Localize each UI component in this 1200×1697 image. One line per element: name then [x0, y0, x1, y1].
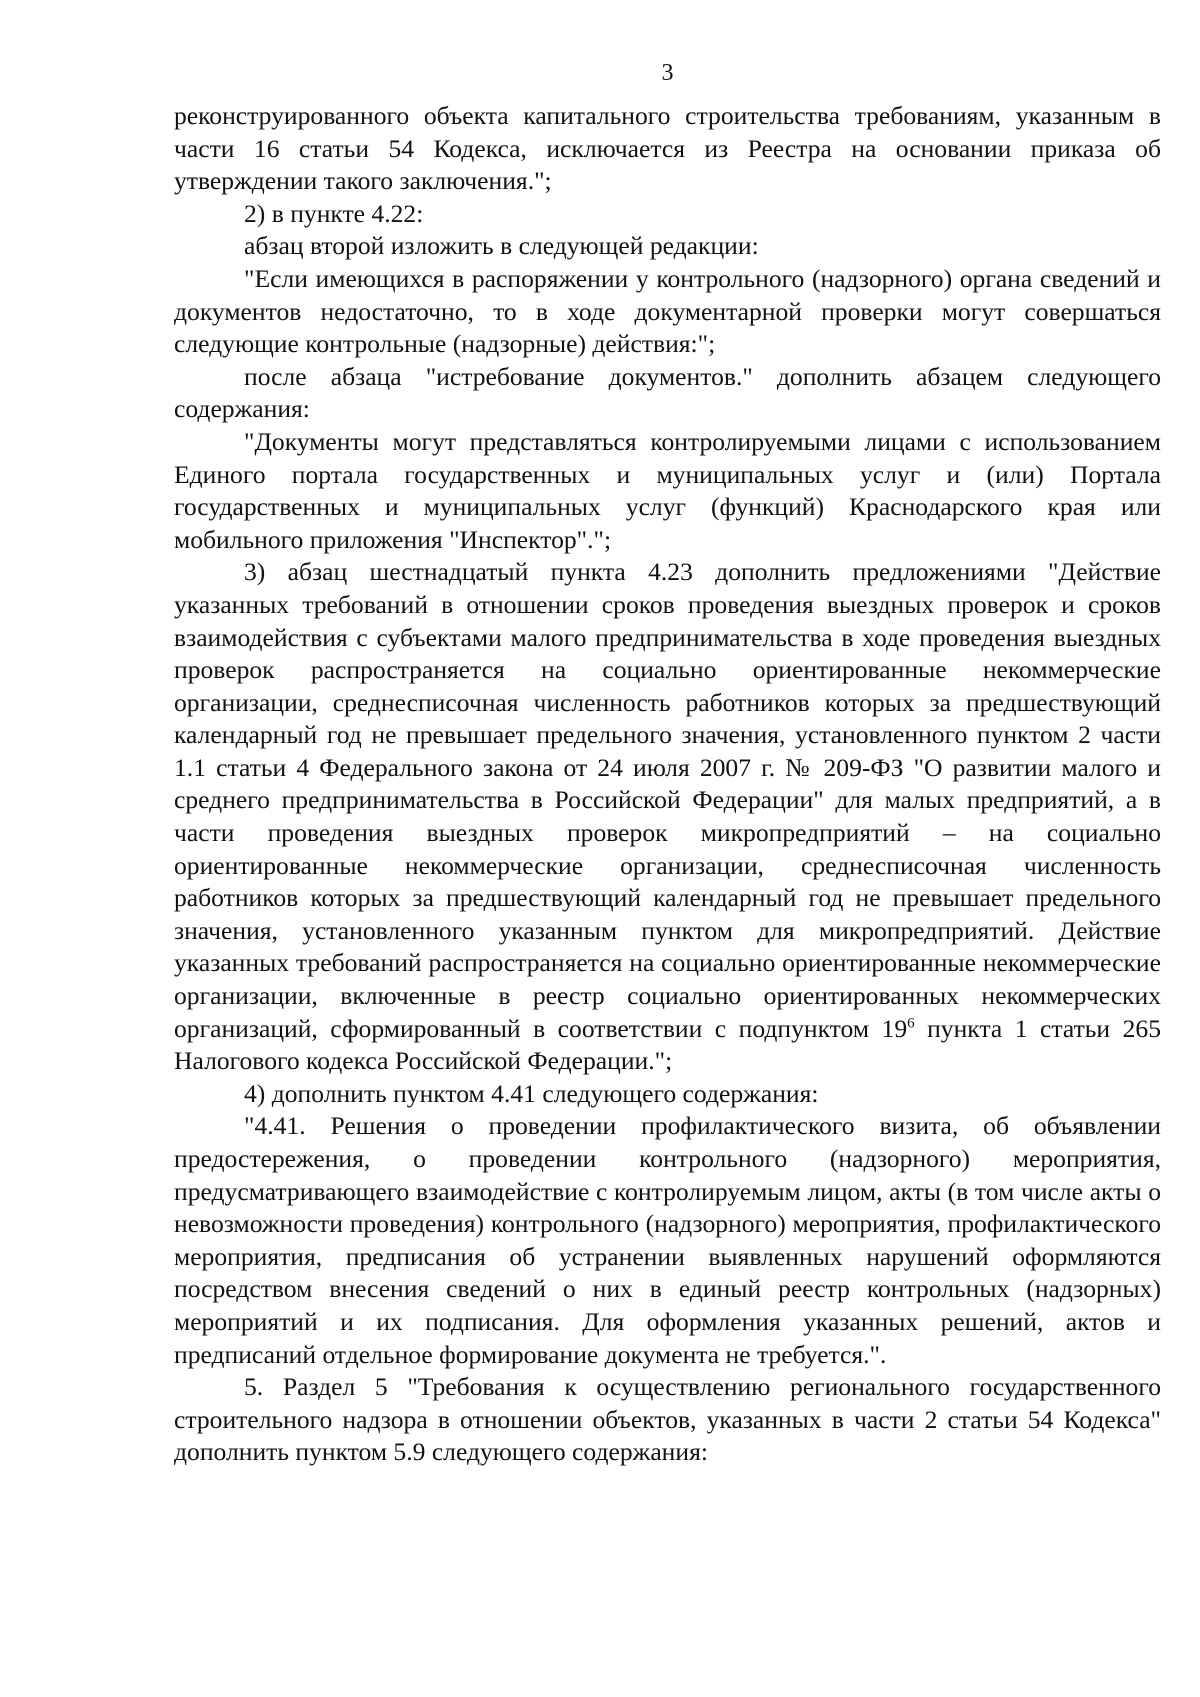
paragraph: 4) дополнить пунктом 4.41 следующего содержания:	[244, 1078, 819, 1108]
paragraph: 2) в пункте 4.22:	[244, 198, 424, 228]
paragraph: 5. Раздел 5 "Требования к осуществлению регионального государственного строительного надзора в отношении объектов, указанных в части 2 статьи 54 Кодекса" дополнить пунктом 5.9 следующего содержания:	[174, 1372, 1161, 1467]
paragraph-with-superscript	[174, 556, 1161, 1078]
paragraph: после абзаца "истребование документов." дополнить абзацем следующего содержания:	[174, 361, 1161, 424]
superscript-index: 6	[907, 1015, 915, 1032]
paragraph-text-before: 3) абзац шестнадцатый пункта 4.23 дополнить предложениями "Действие указанных требований в отношении сроков проведения выездных проверок и сроков взаимодействия с субъектами малого предпринимательства в ходе проведения выездных проверок распространяется на социально ориентированные некоммерческие организации, среднесписочная численность работников которых за предшествующий календарный год не превышает предельного значения, установленного пунктом 2 части 1.1 статьи 4 Федерального закона от 24 июля 2007 г. № 209-ФЗ "О развитии малого и среднего предпринимательства в Российской Федерации" для малых предприятий, а в части проведения выездных проверок микропредприятий – на социально ориентированные некоммерческие организации, среднесписочная численность работников которых за предшествующий календарный год не превышает предельного значения, установленного указанным пунктом для микропредприятий. Действие указанных требований распространяется на социально ориентированные некоммерческие организации, включенные в реестр социально ориентированных некоммерческих организаций, сформированный в соответствии с подпунктом 19	[174, 557, 1161, 1043]
page-number: 3	[661, 60, 674, 86]
document-body	[174, 100, 1161, 1469]
paragraph: "Если имеющихся в распоряжении у контрольного (надзорного) органа сведений и документов недостаточно, то в ходе документарной проверки могут совершаться следующие контрольные (надзорные) действия:";	[174, 263, 1161, 359]
paragraph: реконструированного объекта капитального строительства требованиям, указанным в части 16 статьи 54 Кодекса, исключается из Реестра на основании приказа об утверждении такого заключения.";	[174, 101, 1161, 196]
paragraph: абзац второй изложить в следующей редакции:	[244, 231, 759, 261]
paragraph-text-after: пункта 1 статьи 265 Налогового кодекса Российской Федерации.";	[174, 1013, 1161, 1076]
paragraph: "Документы могут представляться контролируемыми лицами с использованием Единого портала государственных и муниципальных услуг и (или) Портала государственных и муниципальных услуг (функций) Краснодарского края или мобильного приложения "Инспектор".";	[174, 426, 1161, 554]
paragraph: "4.41. Решения о проведении профилактического визита, об объявлении предостережения, о проведении контрольного (надзорного) мероприятия, предусматривающего взаимодействие с контролируемым лицом, акты (в том числе акты о невозможности проведения) контрольного (надзорного) мероприятия, профилактического мероприятия, предписания об устранении выявленных нарушений оформляются посредством внесения сведений о них в единый реестр контрольных (надзорных) мероприятий и их подписания. Для оформления указанных решений, актов и предписаний отдельное формирование документа не требуется.".	[174, 1111, 1161, 1369]
